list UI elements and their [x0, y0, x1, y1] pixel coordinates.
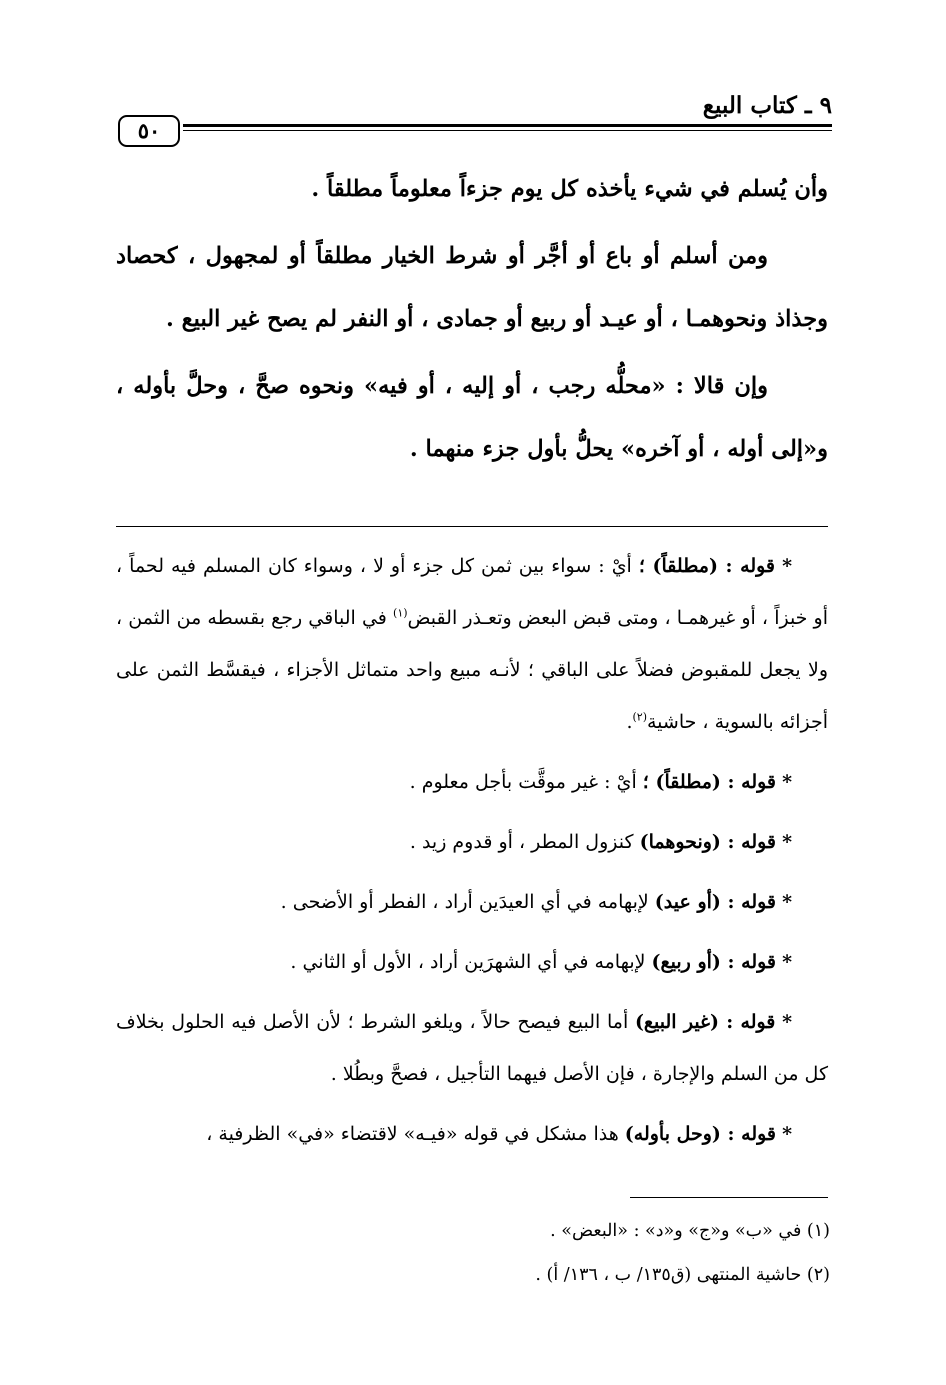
footnotes — [118, 1216, 830, 1304]
commentary — [116, 540, 828, 1168]
main-paragraph: وإن قالا : «محلُّه رجب ، أو إليه ، أو فيه» ونحوه صحَّ ، وحلَّ بأوله ، و«إلى أوله ، أو آخره» يحلُّ بأول جزء منهما . — [116, 373, 828, 462]
commentary-paragraph — [116, 540, 828, 748]
header-rule-thick — [183, 124, 832, 127]
commentary-text: هذا مشكل في قوله «فيـه» لاقتضاء «في» الظرفية ، — [206, 1123, 619, 1145]
commentary-lead: قوله : (ونحوهما) — [639, 831, 777, 853]
commentary-lead: قوله : (مطلقاً) ؛ — [638, 555, 776, 577]
commentary-paragraph — [116, 936, 828, 988]
commentary-text: لإبهامه في أي العيدَين أراد ، الفطر أو الأضحى . — [280, 891, 649, 913]
bullet-star-icon: * — [782, 771, 792, 793]
commentary-paragraph — [116, 756, 828, 808]
commentary-paragraph — [116, 816, 828, 868]
footnote-divider — [630, 1197, 828, 1198]
commentary-lead: قوله : (أو ربيع) — [651, 951, 777, 973]
commentary-text: أيْ : غير موقَّت بأجل معلوم . — [409, 771, 637, 793]
section-divider — [116, 526, 828, 527]
commentary-text: أيْ : سواء بين ثمن كل جزء أو لا ، وسواء كان المسلم فيه لحماً ، أو خبزاً ، أو غيرهمـا ، ومتى قبض البعض وتعـذر القبض — [116, 555, 829, 629]
page-number: ٥٠ — [118, 115, 180, 147]
footnote-ref: (١) — [393, 606, 408, 620]
commentary-paragraph — [116, 1108, 828, 1160]
commentary-lead: قوله : (غير البيع) — [634, 1011, 776, 1033]
main-paragraph: ومن أسلم أو باع أو أجَّر أو شرط الخيار مطلقاً أو لمجهول ، كحصاد وجذاذ ونحوهمـا ، أو عيـد أو ربيع أو جمادى ، أو النفر لم يصح غير البيع . — [116, 243, 828, 332]
commentary-lead: قوله : (أو عيد) — [654, 891, 777, 913]
bullet-star-icon: * — [782, 831, 792, 853]
footnote: (١) في «ب» و«ج» و«د» : «البعض» . — [550, 1221, 830, 1241]
footnote: (٢) حاشية المنتهى (ق١٣٥/ ب ، ١٣٦/ أ) . — [535, 1265, 830, 1285]
running-header-title: ٩ ـ كتاب البيع — [702, 92, 832, 119]
bullet-star-icon: * — [782, 1123, 792, 1145]
commentary-lead: قوله : (مطلقاً) ؛ — [642, 771, 777, 793]
commentary-text: في الباقي رجع بقسطه من الثمن ، ولا يجعل للمقبوض فضلاً على الباقي ؛ لأنـه مبيع واحد متماثل الأجزاء ، فيقسَّط الثمن على أجزائه بالسوية ، حاشية — [116, 607, 828, 733]
bullet-star-icon: * — [782, 555, 792, 577]
commentary-paragraph — [116, 876, 828, 928]
commentary-text: . — [626, 711, 633, 733]
bullet-star-icon: * — [782, 1011, 793, 1033]
commentary-text: كنزول المطر ، أو قدوم زيد . — [409, 831, 634, 853]
footnote-ref: (٢) — [632, 710, 647, 724]
main-paragraph: وأن يُسلم في شيء يأخذه كل يوم جزءاً معلوماً مطلقاً . — [311, 176, 828, 202]
main-text — [116, 158, 828, 481]
commentary-text: أما البيع فيصح حالاً ، ويلغو الشرط ؛ لأن الأصل فيه الحلول بخلاف كل من السلم والإجارة ، فإن الأصل فيهما التأجيل ، فصحَّ وبطُلا . — [116, 1011, 828, 1085]
commentary-paragraph — [116, 996, 828, 1100]
bullet-star-icon: * — [782, 891, 792, 913]
header-rule-thin — [183, 130, 832, 131]
commentary-lead: قوله : (وحل بأوله) — [624, 1123, 777, 1145]
commentary-text: لإبهامه في أي الشهرَين أراد ، الأول أو الثاني . — [290, 951, 646, 973]
bullet-star-icon: * — [782, 951, 792, 973]
